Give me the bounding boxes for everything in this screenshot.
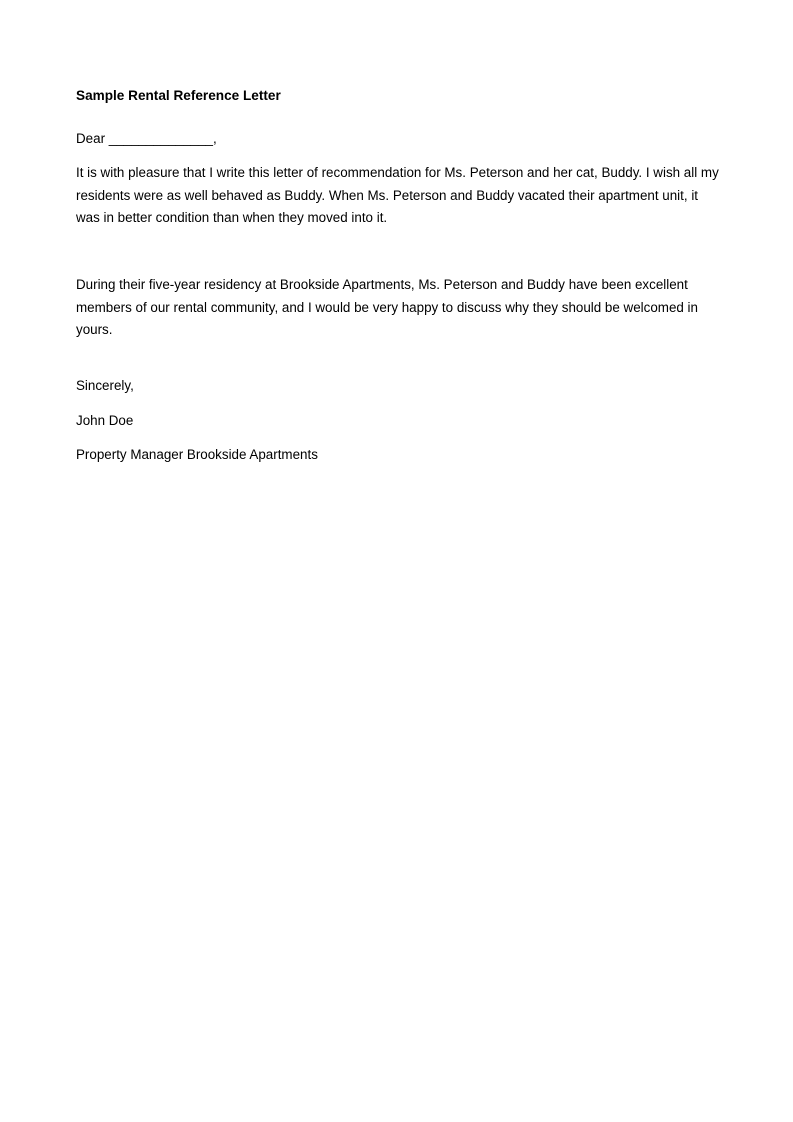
closing: Sincerely, [76, 378, 134, 393]
paragraph-line: yours. [76, 322, 113, 337]
paragraph-line: residents were as well behaved as Buddy. When Ms. Peterson and Buddy vacated their apartment unit, it [76, 187, 699, 203]
letter-title: Sample Rental Reference Letter [76, 88, 281, 103]
paragraph-residency [76, 274, 698, 342]
paragraph-recommendation [76, 162, 719, 230]
signer-title: Property Manager Brookside Apartments [76, 447, 318, 462]
salutation: Dear ______________, [76, 131, 217, 146]
signer-name: John Doe [76, 413, 134, 428]
paragraph-line: members of our rental community, and I would be very happy to discuss why they should be welcomed in [76, 299, 698, 315]
paragraph-line: was in better condition than when they moved into it. [76, 210, 388, 225]
paragraph-line: During their five-year residency at Brookside Apartments, Ms. Peterson and Buddy have been excellent [76, 277, 688, 292]
paragraph-line: It is with pleasure that I write this letter of recommendation for Ms. Peterson and her cat, Buddy. I wish all my [76, 165, 719, 180]
